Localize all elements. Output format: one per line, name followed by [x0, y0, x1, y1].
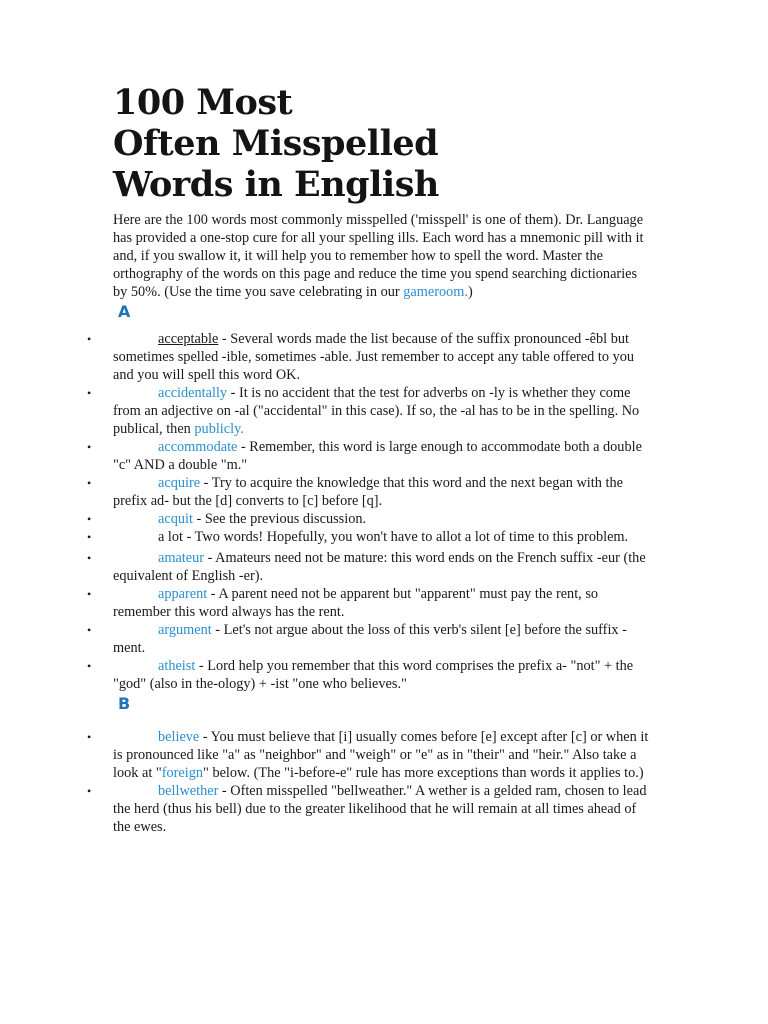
- entry-text: - Lord help you remember that this word comprises the prefix a- "not" + the "god" (also in the-ology) + -ist "one who believes.": [113, 658, 634, 692]
- entry-text: - Try to acquire the knowledge that this word and the next began with the prefix ad- but the [d] converts to [c] before [q].: [113, 475, 623, 509]
- bullet: •: [87, 332, 92, 346]
- title-line-1: 100 Most: [113, 82, 293, 123]
- entries-list-a: [87, 330, 653, 693]
- entry-word-apparent[interactable]: apparent: [158, 586, 208, 602]
- bullet: •: [87, 440, 92, 454]
- section-heading-a[interactable]: A: [118, 302, 131, 321]
- entry-word-accidentally[interactable]: accidentally: [158, 385, 228, 401]
- entry-word-accommodate[interactable]: accommodate: [158, 439, 238, 455]
- bullet: •: [87, 784, 92, 798]
- list-item: [87, 330, 653, 384]
- entry-text: - It is no accident that the test for adverbs on -ly is whether they come from an adjective on -al ("accidental" in this case). If so, the -al has to be in the spelling. No publical, then: [113, 385, 640, 437]
- entry-text-tail: " below. (The "i-before-e" rule has more exceptions than words it applies to.): [203, 765, 644, 781]
- entry-word-amateur[interactable]: amateur: [158, 550, 205, 566]
- list-item: [87, 657, 653, 693]
- entry-text: - Several words made the list because of the suffix pronounced -êbl but sometimes spelled -ible, sometimes -able. Just remember to accept any table offered to you and you will spell this word OK.: [113, 331, 635, 383]
- bullet: •: [87, 659, 92, 673]
- entry-text: - Let's not argue about the loss of this verb's silent [e] before the suffix -ment.: [113, 622, 627, 656]
- gameroom-link[interactable]: gameroom.: [403, 284, 468, 300]
- page-title: [113, 82, 653, 205]
- entry-word-bellwether[interactable]: bellwether: [158, 783, 219, 799]
- list-item: [87, 549, 653, 585]
- bullet: •: [87, 476, 92, 490]
- entry-word-believe[interactable]: believe: [158, 729, 200, 745]
- list-item: [87, 528, 653, 546]
- bullet: •: [87, 530, 92, 544]
- list-item: [87, 585, 653, 621]
- title-line-3: Words in English: [113, 164, 439, 205]
- publicly-link[interactable]: publicly.: [194, 421, 244, 437]
- entry-word-acquire[interactable]: acquire: [158, 475, 201, 491]
- entry-word-atheist[interactable]: atheist: [158, 658, 196, 674]
- entry-text: - Often misspelled "bellweather." A wether is a gelded ram, chosen to lead the herd (thus his bell) due to the greater likelihood that he will remain at all times ahead of the ewes.: [113, 783, 647, 835]
- bullet: •: [87, 623, 92, 637]
- list-item: [87, 474, 653, 510]
- list-item: [87, 782, 653, 836]
- entry-word-acquit[interactable]: acquit: [158, 511, 193, 527]
- entry-text: - Two words! Hopefully, you won't have to allot a lot of time to this problem.: [183, 529, 629, 545]
- document-page: [87, 82, 653, 836]
- list-item: [87, 510, 653, 528]
- entry-text: - Amateurs need not be mature: this word ends on the French suffix -eur (the equivalent of English -er).: [113, 550, 646, 584]
- bullet: •: [87, 730, 92, 744]
- list-item: [87, 621, 653, 657]
- entry-text: - A parent need not be apparent but "apparent" must pay the rent, so remember this word always has the rent.: [113, 586, 599, 620]
- bullet: •: [87, 587, 92, 601]
- bullet: •: [87, 386, 92, 400]
- bullet: •: [87, 512, 92, 526]
- entry-word-a-lot: a lot: [158, 529, 184, 545]
- entry-word-acceptable: acceptable: [158, 331, 219, 347]
- foreign-link[interactable]: foreign: [161, 765, 204, 781]
- entry-text: - You must believe that [i] usually comes before [e] except after [c] or when it is pronounced like "a" as "neighbor" and "weigh" or "e" as in "their" and "heir." Also take a look at ": [113, 729, 649, 781]
- entries-list-b: [87, 728, 653, 836]
- list-item: [87, 438, 653, 474]
- list-item: [87, 384, 653, 438]
- entry-word-argument[interactable]: argument: [158, 622, 212, 638]
- bullet: •: [87, 551, 92, 565]
- section-heading-b[interactable]: B: [118, 694, 131, 713]
- title-line-2: Often Misspelled: [113, 123, 439, 164]
- entry-text: - Remember, this word is large enough to accommodate both a double "c" AND a double "m.": [113, 439, 642, 473]
- intro-tail: ): [467, 284, 473, 300]
- intro-text: Here are the 100 words most commonly misspelled ('misspell' is one of them). Dr. Language has provided a one-stop cure for all your spelling ills. Each word has a mnemonic pill with it and, if you swallow it, it will help you to remember how to spell the word. Master the orthography of the words on this page and reduce the time you spend searching dictionaries by 50%. (Use the time you save celebrating in our: [113, 212, 644, 300]
- entry-text: - See the previous discussion.: [192, 511, 367, 527]
- list-item: [87, 728, 653, 782]
- intro-paragraph: [113, 211, 653, 301]
